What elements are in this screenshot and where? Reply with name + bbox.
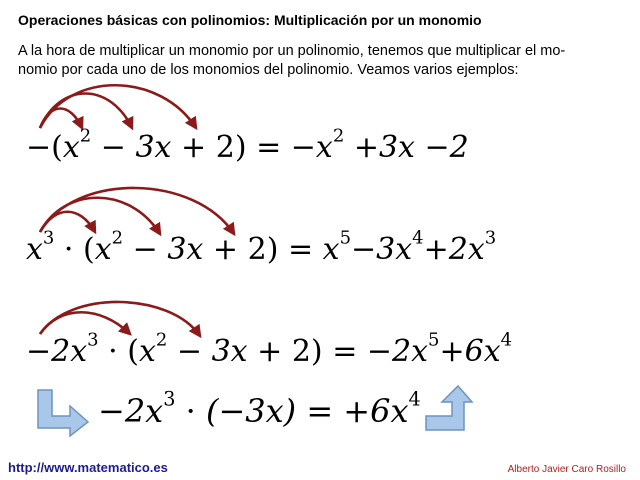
bent-arrow-down-right-icon	[36, 388, 90, 438]
page-title: Operaciones básicas con polinomios: Multiplicación por un monomio	[18, 12, 482, 28]
website-link[interactable]: http://www.matematico.es	[8, 460, 168, 475]
arrow-ex1-t3	[40, 85, 196, 128]
example-1-equation: $-(x^2 - 3x + 2) = -x^2 +3x -2$	[26, 125, 469, 165]
example-2-equation: $x^3 \cdot (x^2 - 3x + 2) = x^5-3x^4+2x^3$	[26, 227, 497, 267]
intro-line-2: nomio por cada uno de los monomios del polinomio. Veamos varios ejemplos:	[18, 62, 519, 78]
intro-paragraph	[18, 42, 624, 80]
arrow-ex2-t3	[40, 188, 234, 234]
arrow-ex3-t1	[40, 312, 130, 334]
arrow-ex3-t2	[40, 302, 200, 336]
example-3-equation: $-2x^3 \cdot (x^2 - 3x + 2) = -2x^5+6x^4$	[26, 329, 513, 369]
bent-arrow-up-icon	[424, 384, 474, 432]
arrow-ex1-t1	[40, 109, 82, 129]
author-credit: Alberto Javier Caro Rosillo	[507, 464, 626, 475]
intro-line-1: A la hora de multiplicar un monomio por un polinomio, tenemos que multiplicar el mo-	[18, 43, 566, 59]
arrow-ex1-t2	[40, 94, 132, 129]
detail-equation: $-2x^3 \cdot (-3x) = +6x^4$	[98, 387, 421, 430]
arrow-ex2-t2	[40, 198, 160, 234]
